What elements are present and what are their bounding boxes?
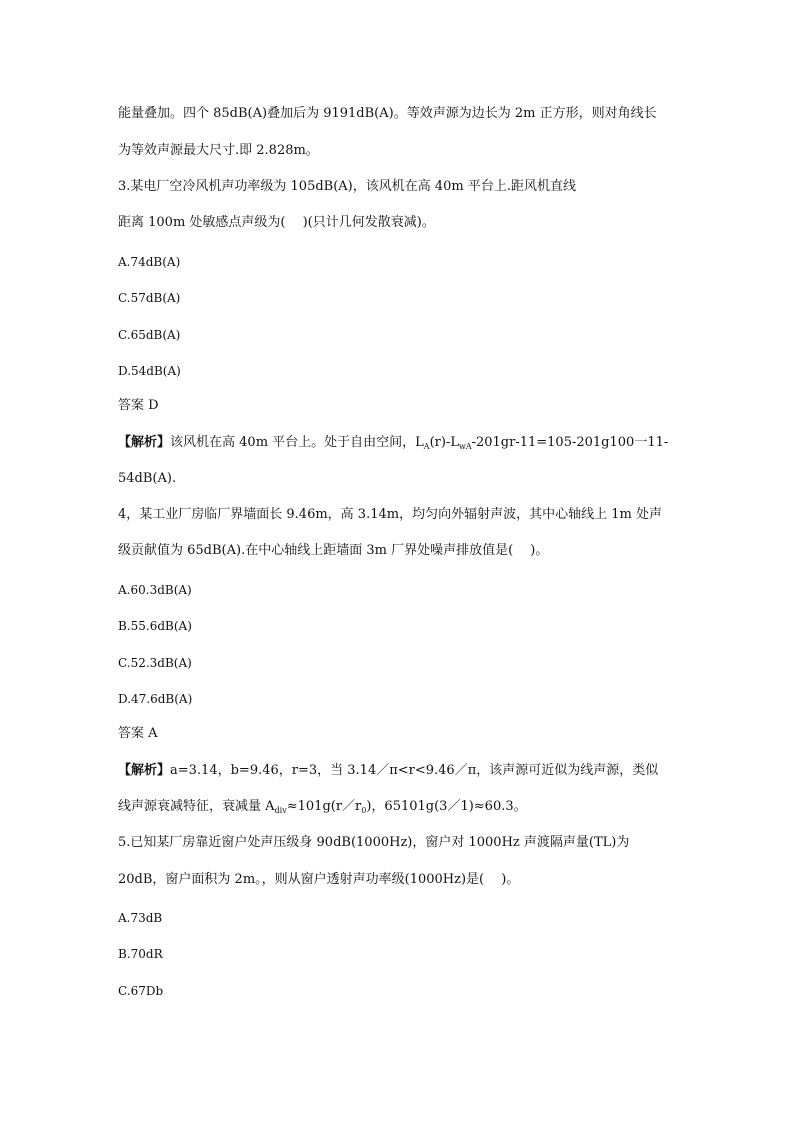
answer-line: 答案 A [118, 726, 158, 741]
option-c: C.52.3dB(A) [118, 656, 192, 670]
question-3-stem: 3.某电厂空冷风机声功率级为 105dB(A)，该风机在高 40m 平台上.距风机直线 [118, 179, 577, 194]
analysis-label: 【解析】 [118, 763, 171, 778]
question-3-stem-cont: 距离 100m 处敏感点声级为( )(只计几何发散衰减)。 [118, 215, 435, 230]
option-c: C.67Db [118, 984, 164, 998]
option-c: C.65dB(A) [118, 328, 181, 342]
analysis-line [118, 763, 658, 779]
analysis-label: 【解析】 [118, 435, 171, 450]
analysis-line [118, 435, 668, 451]
subscript: 0 [361, 806, 367, 815]
question-5-stem-cont: 20dB，窗户面积为 2m。，则从窗户透射声功率级(1000Hz)是( )。 [118, 872, 520, 887]
option-a: A.73dB [118, 911, 163, 925]
question-5-stem: 5.已知某厂房靠近窗户处声压级身 90dB(1000Hz)，窗户对 1000Hz 声渡隔声量(TL)为 [118, 835, 630, 850]
option-b: B.70dR [118, 947, 163, 961]
analysis-text: (r)-L [429, 435, 459, 450]
analysis-text: ≈101g(r／r [286, 799, 362, 814]
analysis-text: 线声源衰减特征，衰减量 A [118, 799, 275, 814]
option-b: B.55.6dB(A) [118, 619, 192, 633]
option-d: D.47.6dB(A) [118, 692, 193, 706]
option-a: A.74dB(A) [118, 255, 181, 269]
subscript: div [274, 806, 287, 815]
option-c: C.57dB(A) [118, 291, 181, 305]
subscript: A [423, 442, 430, 451]
analysis-line [118, 799, 527, 815]
analysis-text: )，65101g(3／1)≈60.3。 [366, 799, 527, 814]
question-4-stem: 4，某工业厂房临厂界墙面长 9.46m，高 3.14m，均匀向外辐射声波，其中心轴线上 1m 处声 [118, 507, 662, 522]
answer-line: 答案 D [118, 398, 159, 413]
analysis-text: a=3.14，b=9.46，r=3，当 3.14／π<r<9.46／π，该声源可近似为线声源，类似 [170, 763, 659, 778]
text-line: 为等效声源最大尺寸.即 2.828m。 [118, 143, 319, 158]
analysis-text: -201gr-11=105-201g100一11- [471, 435, 669, 450]
option-a: A.60.3dB(A) [118, 583, 192, 597]
option-d: D.54dB(A) [118, 364, 181, 378]
question-4-stem-cont: 级贡献值为 65dB(A).在中心轴线上距墙面 3m 厂界处噪声排放值是( )。 [118, 543, 549, 558]
subscript: wA [458, 442, 472, 451]
analysis-text: 该风机在高 40m 平台上。处于自由空间，L [170, 435, 424, 450]
text-line: 54dB(A). [118, 471, 177, 486]
text-line: 能量叠加。四个 85dB(A)叠加后为 9191dB(A)。等效声源为边长为 2m 正方形，则对角线长 [118, 106, 657, 121]
